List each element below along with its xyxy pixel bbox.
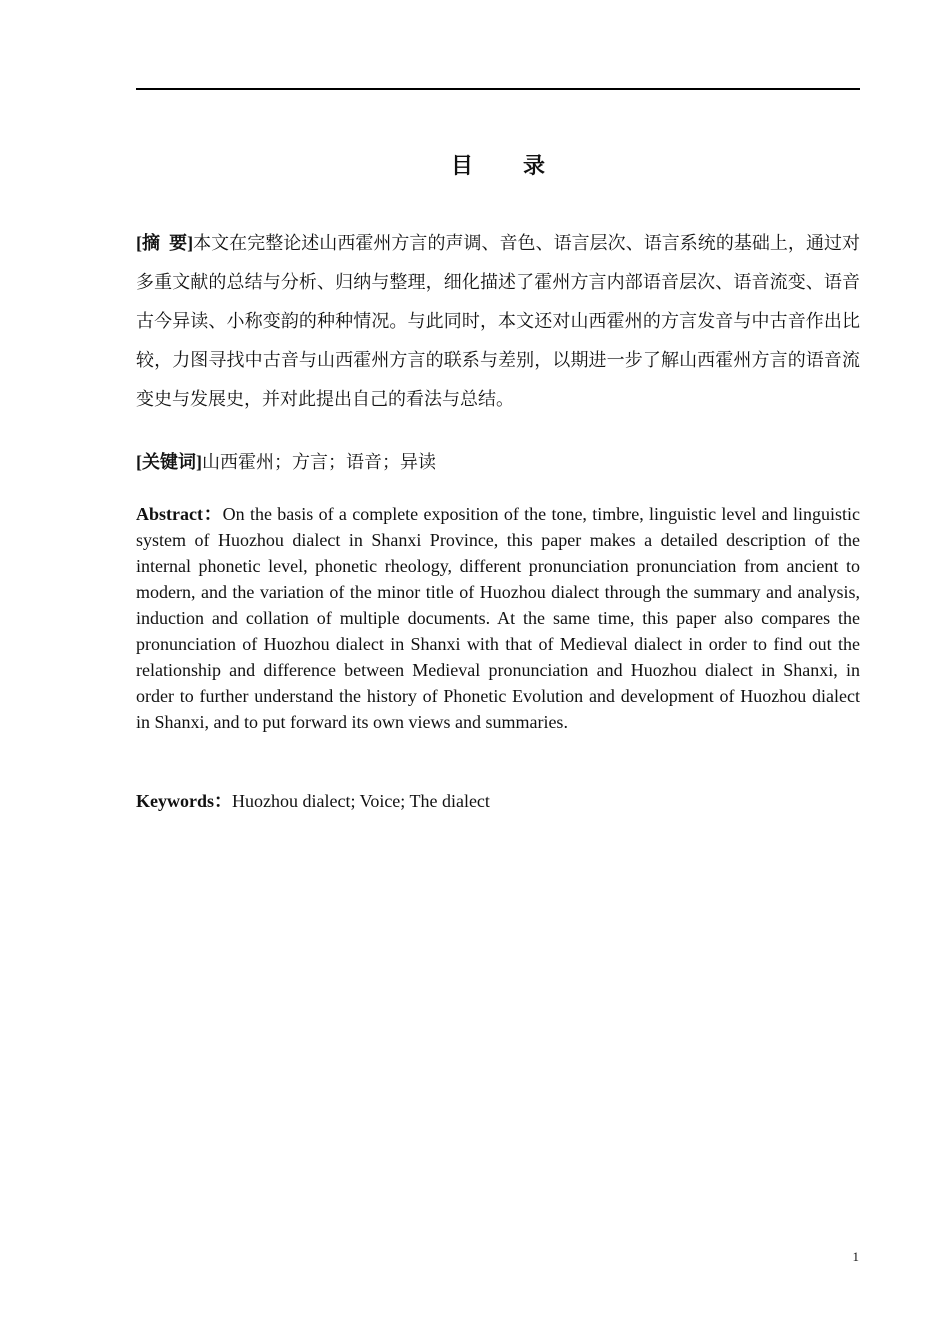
- english-keywords: [136, 788, 860, 814]
- english-keywords-label: Keywords：: [136, 791, 232, 811]
- english-abstract-label: Abstract：: [136, 504, 223, 524]
- chinese-abstract: [136, 224, 860, 419]
- chinese-abstract-label: [摘 要]: [136, 233, 194, 253]
- page-title-part1: 目: [450, 153, 473, 178]
- chinese-keywords: [136, 446, 860, 478]
- english-abstract: [136, 501, 860, 735]
- english-keywords-text: Huozhou dialect; Voice; The dialect: [232, 791, 490, 811]
- page-number: 1: [852, 1249, 859, 1264]
- page-title-part2: 录: [523, 153, 546, 178]
- chinese-keywords-text: 山西霍州；方言；语音；异读: [202, 452, 436, 472]
- chinese-keywords-label: [关键词]: [136, 452, 202, 472]
- header-rule: [136, 88, 860, 90]
- chinese-abstract-text: 本文在完整论述山西霍州方言的声调、音色、语言层次、语言系统的基础上，通过对多重文献的总结与分析、归纳与整理，细化描述了霍州方言内部语音层次、语音流变、语音古今异读、小称变韵的种种情况。与此同时，本文还对山西霍州的方言发音与中古音作出比较，力图寻找中古音与山西霍州方言的联系与差别，以期进一步了解山西霍州方言的语音流变史与发展史，并对此提出自己的看法与总结。: [136, 233, 860, 409]
- page-title: [136, 150, 860, 182]
- english-abstract-text: On the basis of a complete exposition of the tone, timbre, linguistic level and linguistic system of Huozhou dialect in Shanxi Province, this paper makes a detailed description of the internal phonetic level, phonetic rheology, different pronunciation pronunciation from ancient to modern, and the variation of the minor title of Huozhou dialect through the summary and analysis, induction and collation of multiple documents. At the same time, this paper also compares the pronunciation of Huozhou dialect in Shanxi with that of Medieval dialect in order to find out the relationship and difference between Medieval pronunciation and Huozhou dialect in Shanxi, in order to further understand the history of Phonetic Evolution and development of Huozhou dialect in Shanxi, and to put forward its own views and summaries.: [136, 504, 860, 732]
